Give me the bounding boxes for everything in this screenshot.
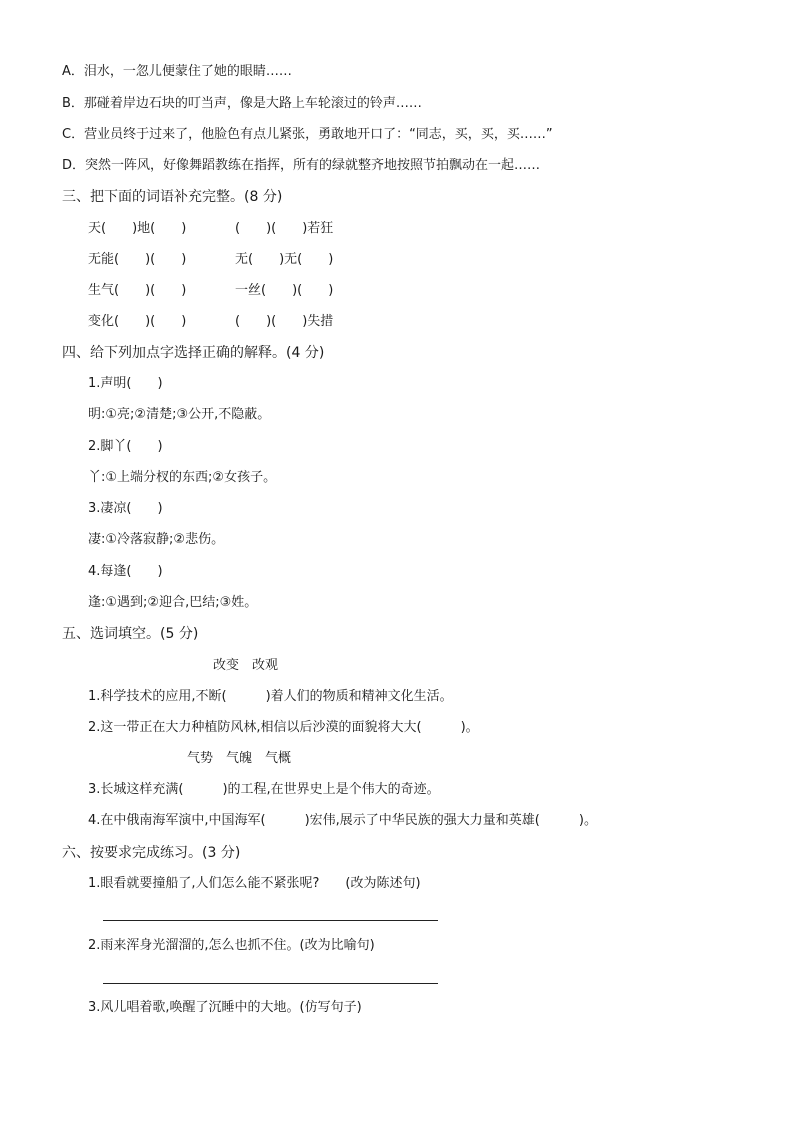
s4-question-3: 3.凄凉( ): [88, 501, 163, 516]
s5-question-2: 2.这一带正在大力种植防风林,相信以后沙漠的面貌将大大( )。: [88, 720, 479, 735]
s5-question-4: 4.在中俄南海军演中,中国海军( )宏伟,展示了中华民族的强大力量和英雄( )。: [88, 813, 597, 828]
word-row-4-left: 变化( )( ): [88, 314, 187, 329]
word-row-2-left: 无能( )( ): [88, 252, 187, 267]
s5-question-3: 3.长城这样充满( )的工程,在世界史上是个伟大的奇迹。: [88, 782, 440, 797]
s4-question-4: 4.每逢( ): [88, 564, 163, 579]
answer-line-2[interactable]: [103, 983, 438, 984]
section-4-title: 四、给下列加点字选择正确的解释。(4 分): [62, 345, 325, 361]
s4-answer-3: 凄:①冷落寂静;②悲伤。: [88, 532, 225, 547]
word-row-4-right: ( )( )失措: [235, 314, 334, 329]
s4-answer-2: 丫:①上端分杈的东西;②女孩子。: [88, 470, 277, 485]
s5-word-choices-1: 改变 改观: [213, 658, 279, 673]
word-row-1-right: ( )( )若狂: [235, 221, 334, 236]
word-row-2-right: 无( )无( ): [235, 252, 334, 267]
option-c: C．营业员终于过来了，他脸色有点儿紧张，勇敢地开口了：“同志，买，买，买……”: [62, 127, 553, 142]
s5-word-choices-2: 气势 气魄 气概: [187, 751, 292, 766]
s4-answer-1: 明:①亮;②清楚;③公开,不隐蔽。: [88, 407, 271, 422]
s6-question-3: 3.风儿唱着歌,唤醒了沉睡中的大地。(仿写句子): [88, 1000, 362, 1015]
s6-question-2: 2.雨来浑身光溜溜的,怎么也抓不住。(改为比喻句): [88, 938, 375, 953]
s5-question-1: 1.科学技术的应用,不断( )着人们的物质和精神文化生活。: [88, 689, 453, 704]
word-row-3-right: 一丝( )( ): [235, 283, 334, 298]
section-5-title: 五、选词填空。(5 分): [62, 626, 199, 642]
option-b: B．那碰着岸边石块的叮当声，像是大路上车轮滚过的铃声……: [62, 96, 422, 111]
word-row-1-left: 天( )地( ): [88, 221, 187, 236]
answer-line-1[interactable]: [103, 920, 438, 921]
word-row-3-left: 生气( )( ): [88, 283, 187, 298]
s4-question-2: 2.脚丫( ): [88, 439, 163, 454]
option-d: D．突然一阵风，好像舞蹈教练在指挥，所有的绿就整齐地按照节拍飘动在一起……: [62, 158, 541, 173]
s4-answer-4: 逢:①遇到;②迎合,巴结;③姓。: [88, 595, 258, 610]
s4-question-1: 1.声明( ): [88, 376, 163, 391]
option-a: A．泪水，一忽儿便蒙住了她的眼睛……: [62, 64, 292, 79]
section-3-title: 三、把下面的词语补充完整。(8 分): [62, 189, 283, 205]
section-6-title: 六、按要求完成练习。(3 分): [62, 845, 241, 861]
s6-question-1: 1.眼看就要撞船了,人们怎么能不紧张呢? (改为陈述句): [88, 876, 421, 891]
